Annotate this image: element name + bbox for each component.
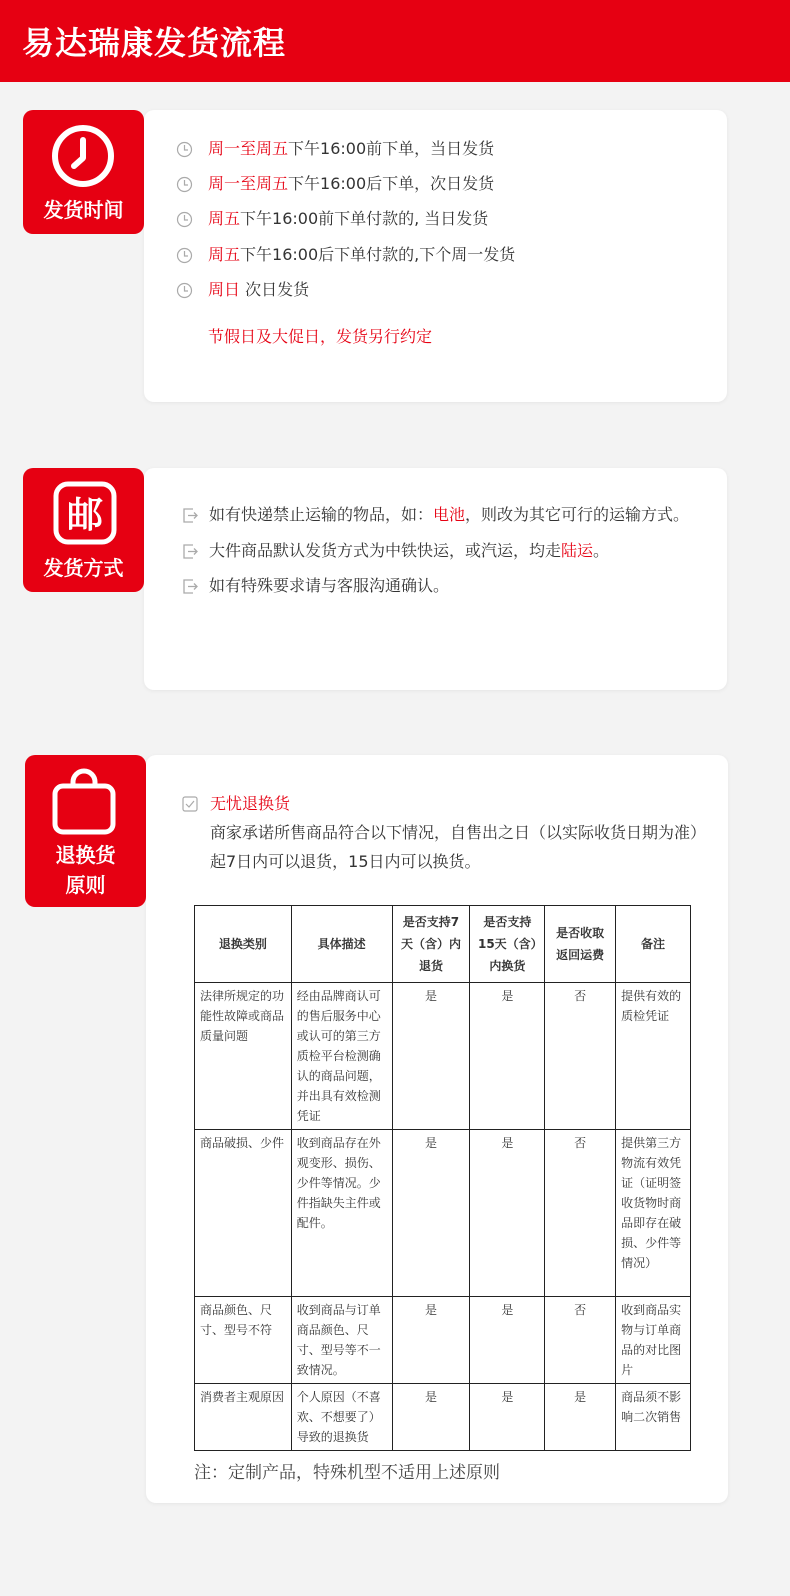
- clock-outline-icon: [176, 141, 193, 158]
- method-text: 如有快递禁止运输的物品，如：: [209, 505, 434, 524]
- table-cell: 是: [470, 1130, 545, 1297]
- table-cell: 是: [470, 1384, 545, 1451]
- ship-method-card: [144, 468, 727, 690]
- table-cell: 收到商品存在外观变形、损伤、少件等情况。少件指缺失主件或配件。: [291, 1130, 392, 1297]
- ship-method-badge: [23, 468, 144, 592]
- returns-label-line2: 原则: [65, 873, 106, 897]
- table-header: 是否支持7天（含）内退货: [392, 906, 470, 983]
- rule-text: 下午16:00后下单付款的,下个周一发货: [240, 245, 516, 264]
- returns-table: [194, 905, 691, 1451]
- table-row: [195, 1384, 691, 1451]
- rule-text: 下午16:00后下单，次日发货: [288, 174, 495, 193]
- table-cell: 是: [545, 1384, 616, 1451]
- table-cell: 是: [392, 1130, 470, 1297]
- method-text: ，则改为其它可行的运输方式。: [465, 505, 690, 524]
- table-header: 是否支持15天（含）内换货: [470, 906, 545, 983]
- returns-desc-line1: 商家承诺所售商品符合以下情况，自售出之日（以实际收货日期为准）: [210, 823, 707, 842]
- returns-card: [146, 755, 728, 1503]
- method-text: 大件商品默认发货方式为中铁快运，或汽运，均走: [209, 541, 562, 560]
- table-header: 具体描述: [291, 906, 392, 983]
- ship-method-label: 发货方式: [43, 556, 124, 580]
- table-cell: 商品颜色、尺寸、型号不符: [195, 1297, 292, 1384]
- table-row: [195, 1297, 691, 1384]
- clock-outline-icon: [176, 282, 193, 299]
- rule-text: 次日发货: [240, 280, 310, 299]
- table-cell: 是: [470, 983, 545, 1130]
- arrow-box-icon: [182, 507, 199, 524]
- rule-text: 下午16:00前下单，当日发货: [288, 139, 495, 158]
- table-header-row: [195, 906, 691, 983]
- rule-text: 下午16:00前下单付款的, 当日发货: [240, 209, 489, 228]
- clock-outline-icon: [176, 211, 193, 228]
- ship-time-label: 发货时间: [43, 198, 124, 222]
- returns-footnote: 注：定制产品，特殊机型不适用上述原则: [194, 1463, 500, 1483]
- table-cell: 否: [545, 1130, 616, 1297]
- table-cell: 提供有效的质检凭证: [616, 983, 691, 1130]
- table-cell: 个人原因（不喜欢、不想要了）导致的退换货: [291, 1384, 392, 1451]
- returns-title: 无忧退换货: [210, 794, 291, 813]
- method-text: 。: [593, 541, 610, 560]
- method-highlight: 陆运: [561, 541, 594, 560]
- returns-badge: [25, 755, 146, 907]
- checkbox-icon: [182, 796, 198, 816]
- shopping-bag-icon: [51, 768, 117, 840]
- returns-label-line1: 退换货: [55, 843, 116, 867]
- page-header: [0, 0, 790, 82]
- table-cell: 提供第三方物流有效凭证（证明签收货物时商品即存在破损、少件等情况）: [616, 1130, 691, 1297]
- clock-icon: [50, 123, 116, 193]
- day-range: 周一至周五: [208, 174, 289, 193]
- svg-text:邮: 邮: [66, 495, 104, 536]
- table-cell: 商品破损、少件: [195, 1130, 292, 1297]
- arrow-box-icon: [182, 578, 199, 595]
- clock-outline-icon: [176, 247, 193, 264]
- table-cell: 是: [470, 1297, 545, 1384]
- table-cell: 法律所规定的功能性故障或商品质量问题: [195, 983, 292, 1130]
- table-header: 是否收取返回运费: [545, 906, 616, 983]
- table-header: 备注: [616, 906, 691, 983]
- arrow-box-icon: [182, 543, 199, 560]
- day-range: 周五: [208, 209, 241, 228]
- table-cell: 否: [545, 983, 616, 1130]
- table-cell: 是: [392, 1297, 470, 1384]
- method-highlight: 电池: [433, 505, 466, 524]
- day-range: 周一至周五: [208, 139, 289, 158]
- table-cell: 消费者主观原因: [195, 1384, 292, 1451]
- table-row: [195, 1130, 691, 1297]
- clock-outline-icon: [176, 176, 193, 193]
- table-cell: 收到商品与订单商品颜色、尺寸、型号等不一致情况。: [291, 1297, 392, 1384]
- table-cell: 经由品牌商认可的售后服务中心或认可的第三方质检平台检测确认的商品问题，并出具有效检测凭证: [291, 983, 392, 1130]
- ship-time-badge: [23, 110, 144, 234]
- table-cell: 是: [392, 1384, 470, 1451]
- page-title: 易达瑞康发货流程: [22, 24, 287, 62]
- day-range: 周五: [208, 245, 241, 264]
- method-text: 如有特殊要求请与客服沟通确认。: [209, 576, 450, 595]
- holiday-note: 节假日及大促日，发货另行约定: [208, 327, 433, 346]
- day-range: 周日: [208, 280, 241, 299]
- post-icon: [53, 481, 117, 549]
- table-cell: 否: [545, 1297, 616, 1384]
- table-row: [195, 983, 691, 1130]
- table-cell: 是: [392, 983, 470, 1130]
- table-cell: 商品须不影响二次销售: [616, 1384, 691, 1451]
- table-header: 退换类别: [195, 906, 292, 983]
- ship-time-card: [144, 110, 727, 402]
- returns-desc-line2: 起7日内可以退货，15日内可以换货。: [210, 852, 481, 871]
- table-cell: 收到商品实物与订单商品的对比图片: [616, 1297, 691, 1384]
